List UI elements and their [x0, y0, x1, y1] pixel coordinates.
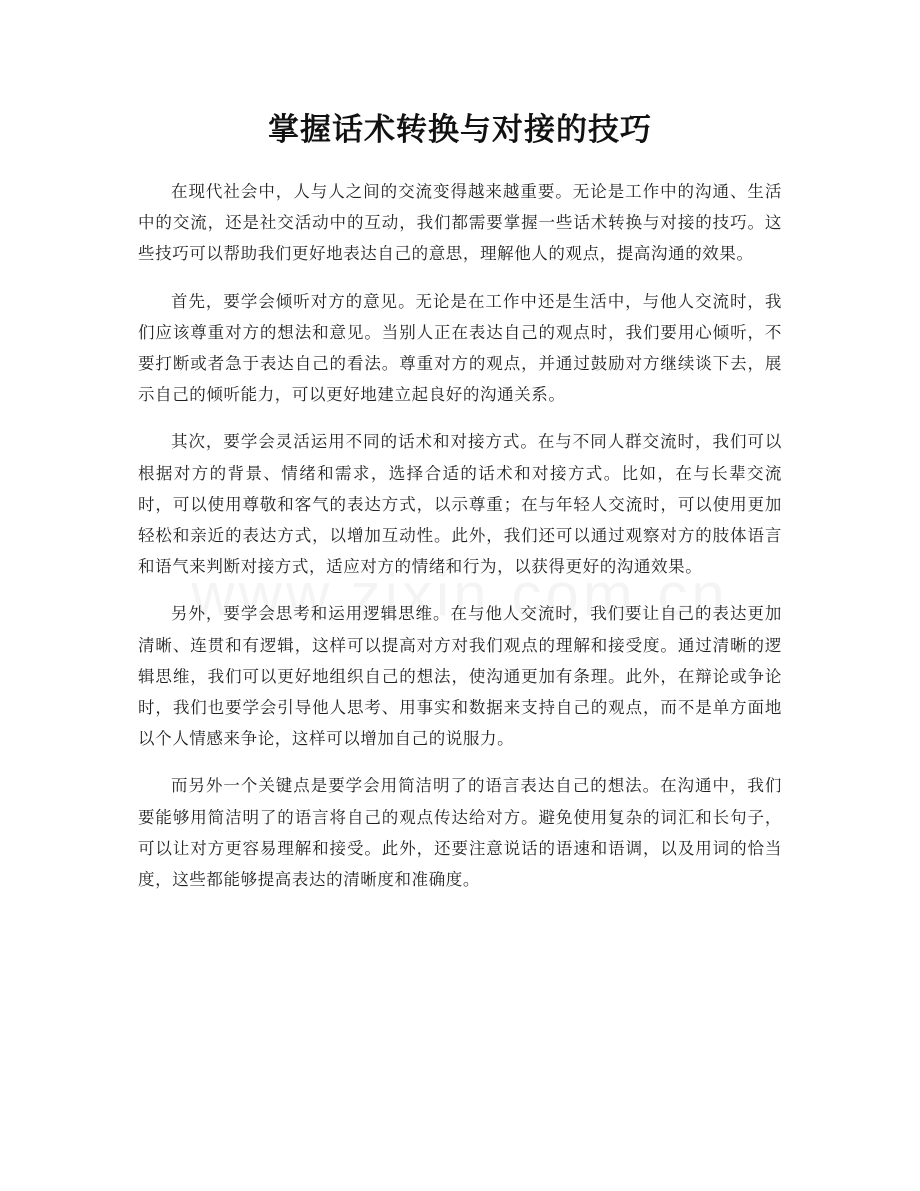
document-body — [138, 176, 782, 895]
paragraph-4: 另外，要学会思考和运用逻辑思维。在与他人交流时，我们要让自己的表达更加清晰、连贯和有逻辑，这样可以提高对方对我们观点的理解和接受度。通过清晰的逻辑思维，我们可以更好地组织自己的想法，使沟通更加有条理。此外，在辩论或争论时，我们也要学会引导他人思考、用事实和数据来支持自己的观点，而不是单方面地以个人情感来争论，这样可以增加自己的说服力。 — [138, 604, 782, 749]
paragraph-3: 其次，要学会灵活运用不同的话术和对接方式。在与不同人群交流时，我们可以根据对方的背景、情绪和需求，选择合适的话术和对接方式。比如，在与长辈交流时，可以使用尊敬和客气的表达方式，以示尊重；在与年轻人交流时，可以使用更加轻松和亲近的表达方式，以增加互动性。此外，我们还可以通过观察对方的肢体语言和语气来判断对接方式，适应对方的情绪和行为，以获得更好的沟通效果。 — [138, 432, 782, 577]
paragraph-1: 在现代社会中，人与人之间的交流变得越来越重要。无论是工作中的沟通、生活中的交流，还是社交活动中的互动，我们都需要掌握一些话术转换与对接的技巧。这些技巧可以帮助我们更好地表达自己的意思，理解他人的观点，提高沟通的效果。 — [138, 182, 782, 264]
paragraph-5: 而另外一个关键点是要学会用简洁明了的语言表达自己的想法。在沟通中，我们要能够用简洁明了的语言将自己的观点传达给对方。避免使用复杂的词汇和长句子，可以让对方更容易理解和接受。此外，还要注意说话的语速和语调，以及用词的恰当度，这些都能够提高表达的清晰度和准确度。 — [138, 776, 782, 890]
document-title: 掌握话术转换与对接的技巧 — [268, 112, 652, 148]
paragraph-2: 首先，要学会倾听对方的意见。无论是在工作中还是生活中，与他人交流时，我们应该尊重对方的想法和意见。当别人正在表达自己的观点时，我们要用心倾听，不要打断或者急于表达自己的看法。尊重对方的观点，并通过鼓励对方继续谈下去，展示自己的倾听能力，可以更好地建立起良好的沟通关系。 — [138, 291, 782, 405]
